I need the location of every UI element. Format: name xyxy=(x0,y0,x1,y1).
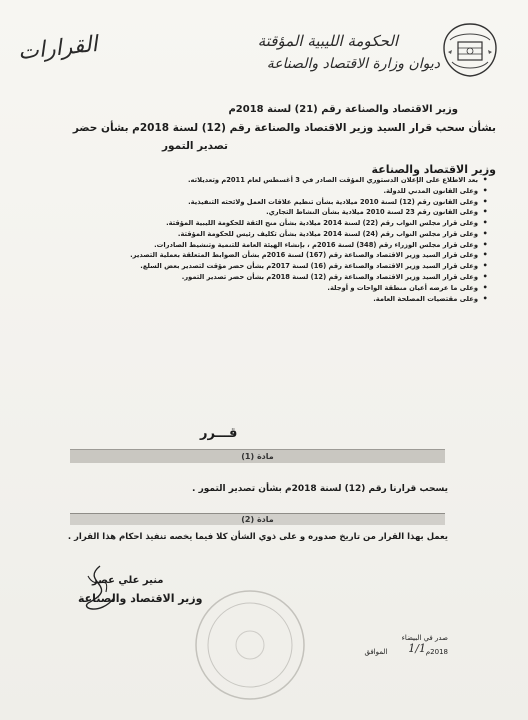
date-label: الموافق xyxy=(364,648,388,656)
official-stamp-icon xyxy=(190,585,310,705)
clause-item: • وعلى مقتضيات المصلحة العامة. xyxy=(48,295,488,304)
clause-item: • بعد الاطلاع على الإعلان الدستوري المؤقت الصادر في 3 أغسطس لعام 2011م وتعديلاته. xyxy=(48,176,488,185)
clause-item: • وعلى ما عرضه أعيان منطقة الواحات و أوجلة. xyxy=(48,284,488,293)
ministry-line: ديوان وزارة الاقتصاد والصناعة xyxy=(266,56,440,72)
clause-item: • وعلى القانون رقم (12) لسنة 2010 ميلادية بشأن تنظيم علاقات العمل ولائحته التنفيذية. xyxy=(48,198,488,207)
clause-item: • وعلى قرار مجلس النواب رقم (24) لسنة 2014 ميلادية بشأن تكليف رئيس للحكومة المؤقتة. xyxy=(48,230,488,239)
signatory-name: منير علي عصر xyxy=(92,575,164,586)
clause-item: • وعلى القانون المدني للدولة. xyxy=(48,187,488,196)
clause-item: • وعلى قرار مجلس النواب رقم (22) لسنة 2014 ميلادية بشأن منح الثقة للحكومة الليبية المؤقتة. xyxy=(48,219,488,228)
preamble-clauses xyxy=(48,176,488,305)
libya-emblem-icon xyxy=(440,22,500,78)
article2-text: يعمل بهذا القرار من تاريخ صدوره و على ذوي الشأن كلا فيما يخصه تنفيذ احكام هذا القرار . xyxy=(67,532,448,542)
resolution-heading: قـــرر xyxy=(200,426,238,441)
decision-subject-line1: بشأن سحب قرار السيد وزير الاقتصاد والصناعة رقم (12) لسنة 2018م بشأن حضر xyxy=(72,122,496,134)
handwritten-date: 1/1 xyxy=(408,642,426,655)
article2-label: مادة (2) xyxy=(70,513,445,525)
article1-text: يسحب قرارنا رقم (12) لسنة 2018م بشأن تصدير التمور . xyxy=(192,484,448,494)
clause-item: • وعلى قرار السيد وزير الاقتصاد والصناعة رقم (16) لسنة 2017م بشأن حضر مؤقت لتصدير بعض السلع. xyxy=(48,262,488,271)
preamble-heading: وزير الاقتصاد والصناعة xyxy=(371,163,496,176)
government-line: الحكومة الليبية المؤقتة xyxy=(257,32,398,50)
article1-label: مادة (1) xyxy=(70,449,445,463)
signatory-title: وزير الاقتصاد والصناعة xyxy=(78,592,203,605)
clause-item: • وعلى القانون رقم 23 لسنة 2010 ميلادية بشأن النشاط التجاري. xyxy=(48,208,488,217)
clause-item: • وعلى قرار السيد وزير الاقتصاد والصناعة رقم (12) لسنة 2018م بشأن حضر تصدير التمور. xyxy=(48,273,488,282)
date-row xyxy=(364,648,448,656)
decision-number: وزير الاقتصاد والصناعة رقم (21) لسنة 2018م xyxy=(228,104,458,115)
issued-place: صدر في البيضاء xyxy=(401,634,448,642)
date-year: 2018م xyxy=(425,648,448,656)
clause-item: • وعلى قرار مجلس الوزراء رقم (348) لسنة 2016م ، بإنشاء الهيئة العامة للتنمية وتنشيط الصادرات. xyxy=(48,241,488,250)
clause-item: • وعلى قرار السيد وزير الاقتصاد والصناعة رقم (167) لسنة 2016م بشأن الضوابط المتعلقة بعملية التصدير. xyxy=(48,251,488,260)
qararat-handwritten: القرارات xyxy=(16,31,99,66)
decision-subject-line2: تصدير التمور xyxy=(162,140,228,152)
